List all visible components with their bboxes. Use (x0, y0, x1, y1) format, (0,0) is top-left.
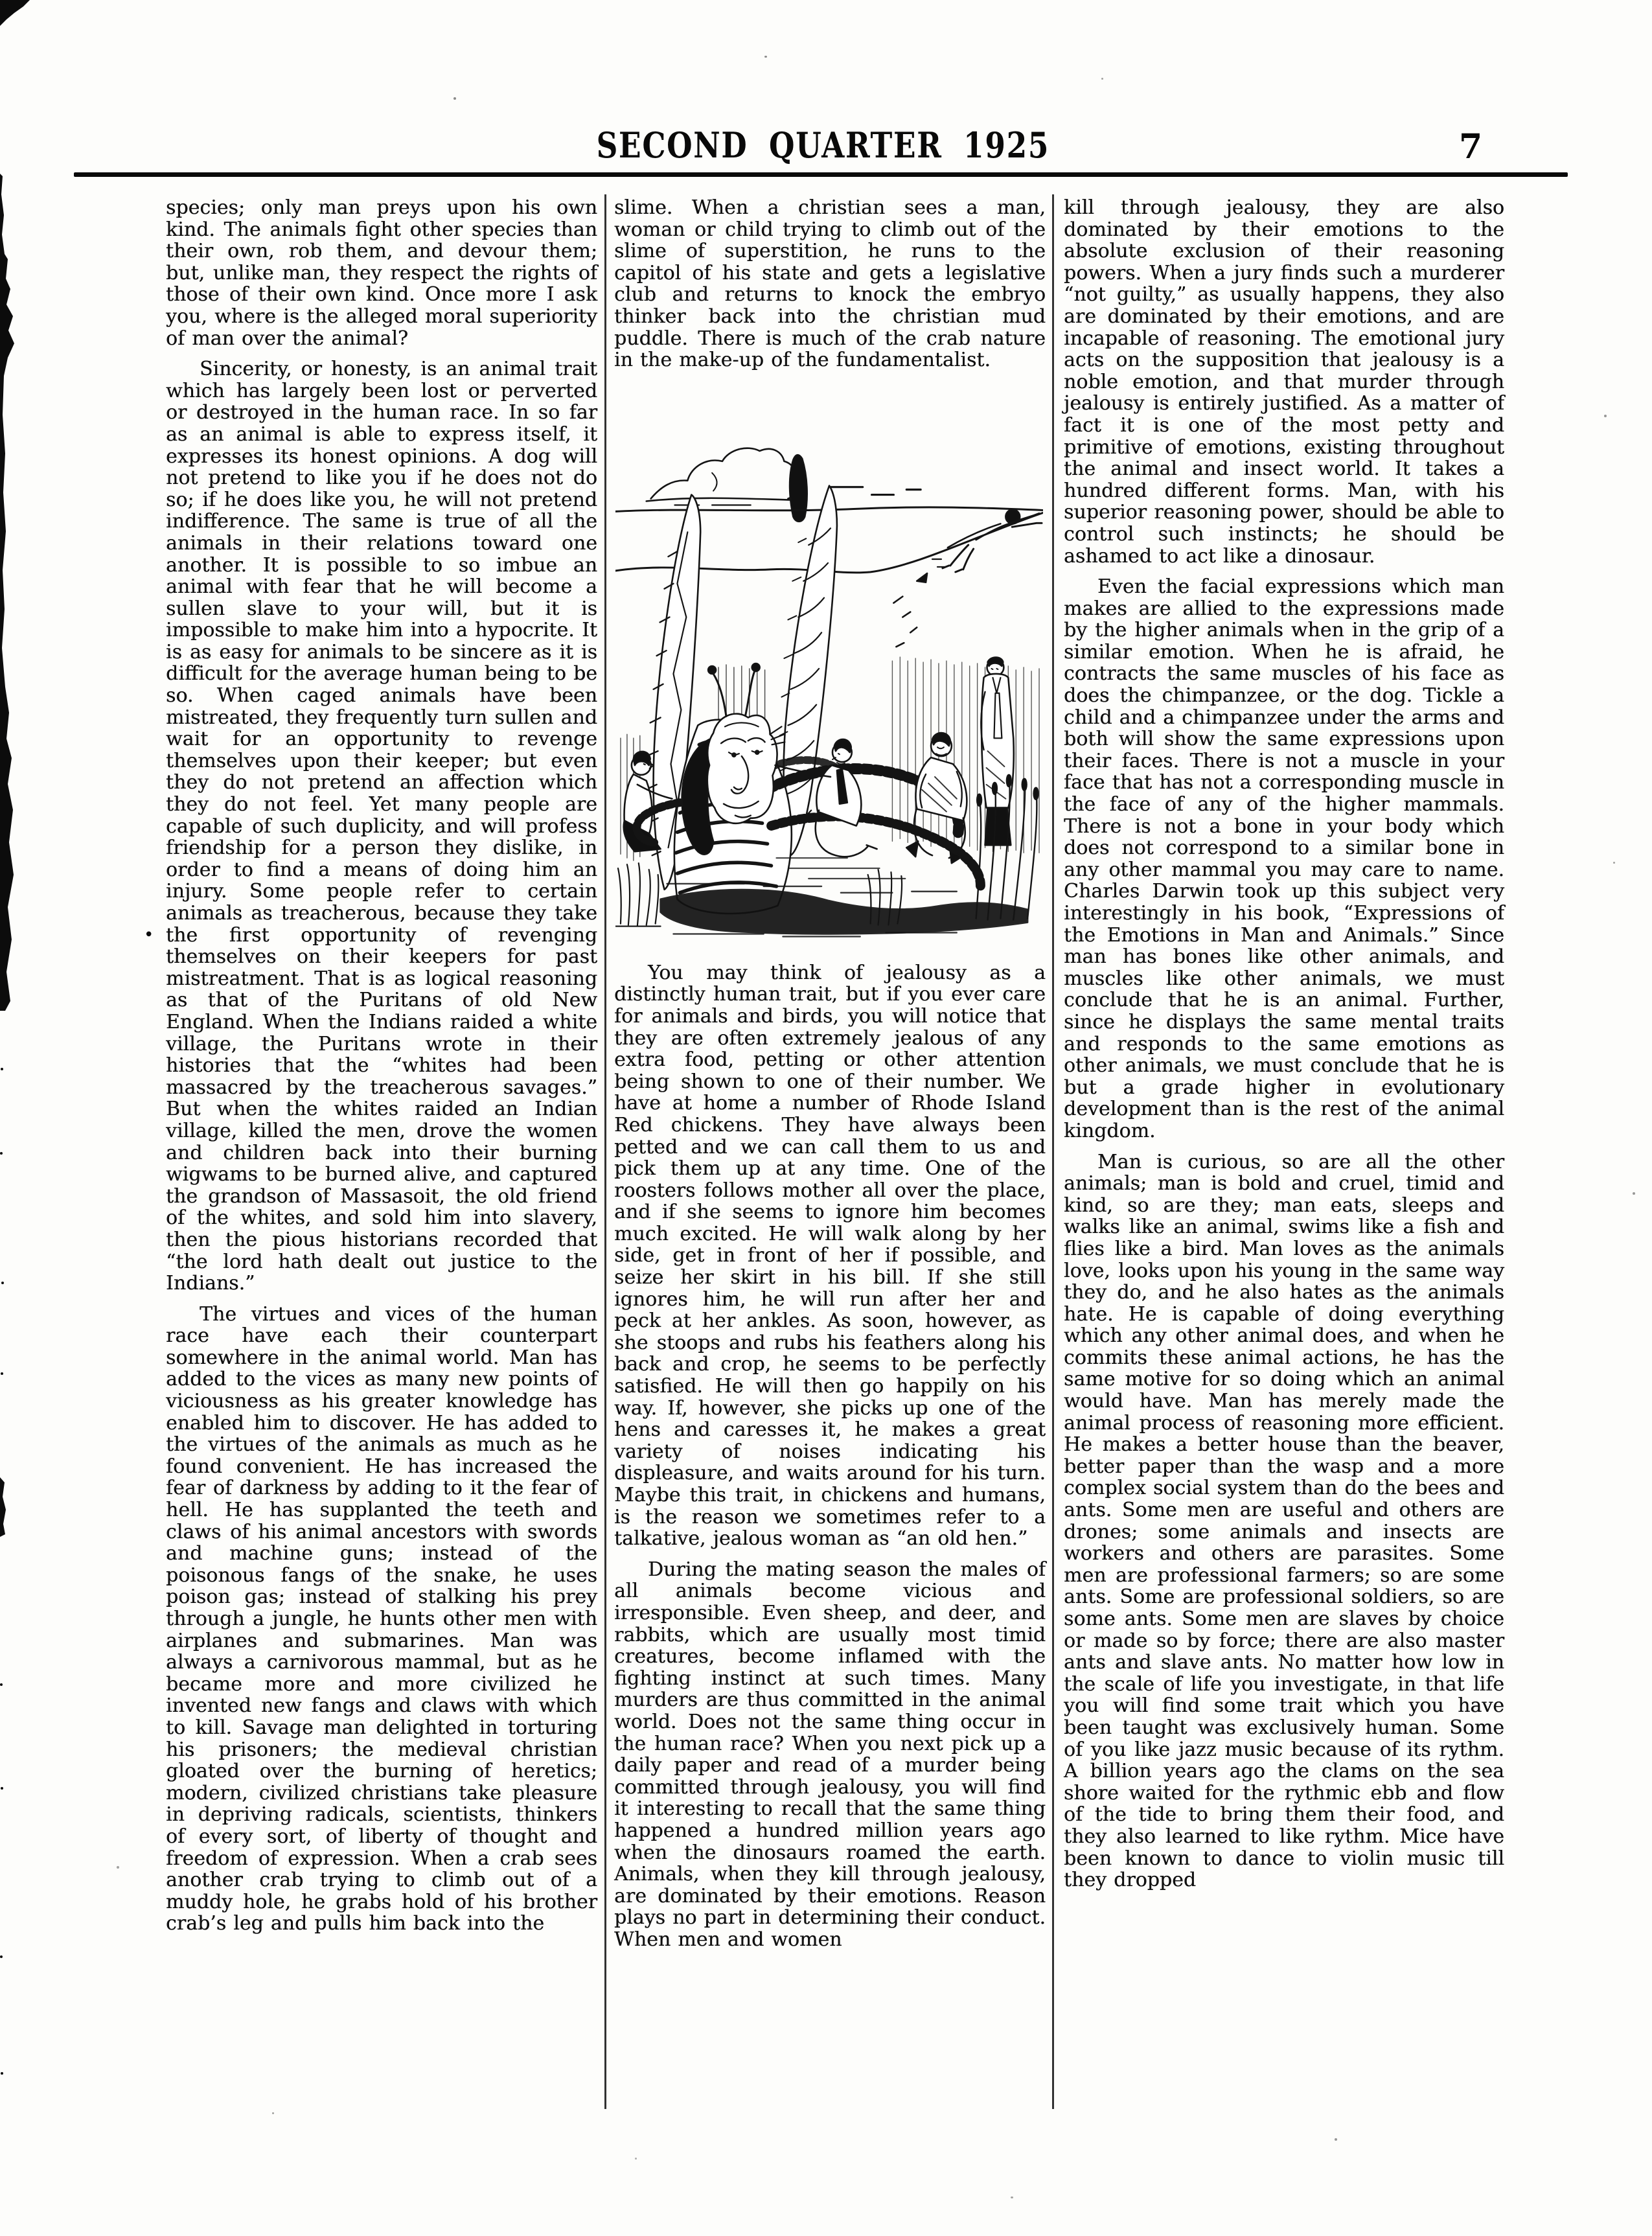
column-3 (1064, 197, 1504, 1900)
column-1 (166, 197, 597, 1944)
page-header-title (0, 126, 1646, 165)
header-rule (74, 172, 1568, 177)
column-divider-rule (604, 194, 606, 2109)
paragraph: The virtues and vices of the human race have each their counterpart somewhere in the animal world. Man has added to the vices as many new points of viciousness as his greater knowledge has enabled him to discover. He has added to the virtues of the animals as much as he found convenient. He has increased the fear of darkness by adding to it the fear of hell. He has supplanted the teeth and claws of his animal ancestors with swords and machine guns; instead of the poisonous fangs of the snake, he uses poison gas; instead of stalking his prey through a jungle, he hunts other men with airplanes and submarines. Man was always a carnivorous mammal, but as he became more and more civilized he invented new fangs and claws with which to kill. Savage man delighted in torturing his prisoners; the medieval christian gloated over the burning of heretics; modern, civilized christians take pleasure in depriving radicals, scientists, thinkers of every sort, of liberty of thought and freedom of expression. When a crab sees another crab trying to climb out of a muddy hole, he grabs hold of his brother crab’s leg and pulls him back into the (166, 1302, 597, 1935)
paragraph: Even the facial expressions which man makes are allied to the expressions made by the higher animals when in the grip of a similar emotion. When he is afraid, he contracts the same muscles of his face as does the chimpanzee, or the dog. Tickle a child and a chimpanzee under the arms and both will show the same expressions upon their faces. There is not a muscle in your face that has not a corresponding muscle in the face of any of the higher mammals. There is not a bone in your body which does not correspond to a similar bone in any other mammal you may care to name. Charles Darwin took up this subject very interestingly in his book, “Expressions of the Emotions in Man and Animals.” Since man has bones like other animals, and muscles like other animals, we must conclude that he is an animal. Further, since he displays the same mental traits and responds to the same emotions as other animals, we must conclude that he is but a grade higher in evolutionary development than is the rest of the animal kingdom. (1064, 575, 1504, 1142)
column-divider-rule (1052, 194, 1054, 2109)
margin-mark: • (144, 925, 154, 945)
page-header-title-text: SECOND QUARTER 1925 (596, 124, 1050, 166)
paragraph: During the mating season the males of all animals become vicious and irresponsible. Even sheep, and deer, and rabbits, which are usually most timid creatures, become inflamed with the fighting instinct at such times. Many murders are thus committed in the animal world. Does not the same thing occur in the human race? When you next pick up a daily paper and read of a murder being committed through jealousy, you will find it interesting to recall that the same thing happened a hundred million years ago when the dinosaurs roamed the earth. Animals, when they kill through jealousy, are dominated by their emotions. Reason plays no part in determining their conduct. When men and women (614, 1558, 1046, 1951)
jealous-creature-cartoon-illustration (615, 388, 1043, 940)
scan-artifact-left-edge (0, 0, 31, 2236)
paragraph: slime. When a christian sees a man, woman or child trying to climb out of the slime of superstition, he runs to the capitol of his state and gets a legislative club and returns to knock the embryo thinker back into the christian mud puddle. There is much of the crab nature in the make-up of the fundamentalist. (614, 196, 1046, 372)
paragraph: kill through jealousy, they are also dominated by their emotions to the absolute exclusion of their reasoning powers. When a jury finds such a murderer “not guilty,” as usually happens, they also are dominated by their emotions, and are incapable of reasoning. The emotional jury acts on the supposition that jealousy is a noble emotion, and that murder through jealousy is entirely justified. As a matter of fact it is one of the most petty and primitive of emotions, existing throughout the animal and insect world. It takes a hundred different forms. Man, with his superior reasoning power, should be able to control such instincts; he should be ashamed to act like a dinosaur. (1064, 196, 1504, 568)
paragraph: species; only man preys upon his own kind. The animals fight other species than their own, rob them, and devour them; but, unlike man, they respect the rights of those of their own kind. Once more I ask you, where is the alleged moral superiority of man over the animal? (166, 196, 597, 350)
column-2 (614, 197, 1046, 1959)
paragraph: Sincerity, or honesty, is an animal trait which has largely been lost or perverted or destroyed in the human race. In so far as an animal is able to express itself, it expresses its honest opinions. A dog will not pretend to like you if he does not do so; if he does like you, he will not pretend indifference. The same is true of all the animals in their relations toward one another. It is possible to so imbue an animal with fear that he will become a sullen slave to your will, but it is impossible to make him into a hypocrite. It is as easy for animals to be sincere as it is difficult for the average human being to be so. When caged animals have been mistreated, they frequently turn sullen and wait for an opportunity to revenge themselves upon their keeper; but even they do not pretend an affection which they do not feel. Yet many people are capable of such duplicity, and will profess friendship for a person they dislike, in order to find a means of doing him an injury. Some people refer to certain animals as treacherous, because they take the first opportunity of revenging themselves on their keepers for past mistreatment. That is as logical reasoning as that of the Puritans of old New England. When the Indians raided a white village, the Puritans wrote in their histories that the “whites had been massacred by the treacherous savages.” But when the whites raided an Indian village, killed the men, drove the women and children back into their burning wigwams to be burned alive, and captured the grandson of Massasoit, the old friend of the whites, and sold him into slavery, then the pious historians recorded that “the lord hath dealt out justice to the Indians.” (166, 358, 597, 1295)
paragraph: Man is curious, so are all the other animals; man is bold and cruel, timid and kind, so are they; man eats, sleeps and walks like an animal, swims like a fish and flies like a bird. Man loves as the animals love, looks upon his young in the same way they do, and he also hates as the animals hate. He is capable of doing everything which any other animal does, and when he commits these animal actions, he has the same motive for so doing which an animal would have. Man has merely made the animal process of reasoning more efficient. He makes a better house than the beaver, better paper than the wasp and a more complex social system than do the bees and ants. Some men are useful and others are drones; some animals and insects are workers and others are parasites. Some men are professional farmers; so are some ants. Some are professional soldiers, so are some ants. Some men are slaves by choice or made so by force; there are also master ants and slave ants. No matter how low in the scale of life you investigate, in that life you will find some trait which you have been taught was exclusively human. Some of you like jazz music because of its rythm. A billion years ago the clams on the sea shore waited for the rythmic ebb and flow of the tide to bring them their food, and they also learned to like rythm. Mice have been known to dance to violin music till they dropped (1064, 1150, 1504, 1892)
page-number: 7 (1459, 127, 1483, 167)
paragraph: You may think of jealousy as a distinctly human trait, but if you ever care for animals and birds, you will notice that they are often extremely jealous of any extra food, petting or other attention being shown to one of their number. We have at home a number of Rhode Island Red chickens. They have always been petted and we can call them to us and pick them up at any time. One of the roosters follows mother all over the place, and if she seems to ignore him becomes much excited. He will walk along by her side, get in front of her if possible, and seize her skirt in his bill. If she still ignores him, he will run after her and peck at her ankles. As soon, however, as she stoops and rubs his feathers along his back and crop, he seems to be perfectly satisfied. He will then go happily on his way. If, however, she picks up one of the hens and caresses it, he makes a great variety of noises indicating his displeasure, and waits around for his turn. Maybe this trait, in chickens and humans, is the reason we sometimes refer to a talkative, jealous woman as “an old hen.” (614, 961, 1046, 1550)
